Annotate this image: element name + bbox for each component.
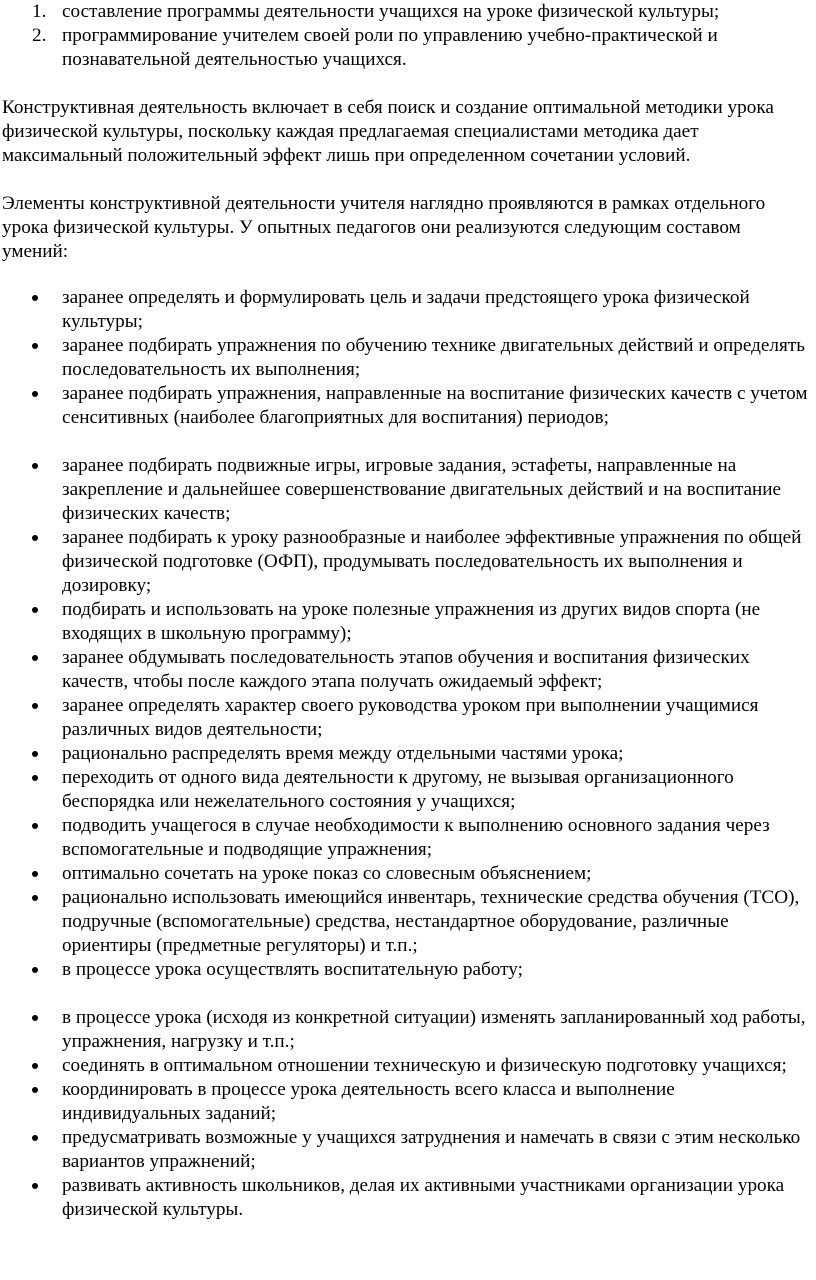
list-number: 2. — [32, 25, 47, 46]
list-item — [2, 742, 816, 766]
list-item — [2, 1054, 816, 1078]
numbered-item-text: составление программы деятельности учащихся на уроке физической культуры; — [62, 1, 720, 22]
blank-line — [2, 430, 816, 454]
list-item — [2, 334, 816, 382]
bullet-icon — [32, 1015, 38, 1021]
blank-line — [2, 72, 816, 96]
bullet-icon — [32, 895, 38, 901]
list-item-text: подводить учащегося в случае необходимости к выполнению основного задания через вспомогательные и подводящие упражнения; — [62, 815, 770, 860]
list-item-text: оптимально сочетать на уроке показ со словесным объяснением; — [62, 863, 592, 884]
list-item-text: заранее определять характер своего руководства уроком при выполнении учащимися различных видов деятельности; — [62, 695, 759, 740]
numbered-item — [2, 0, 816, 24]
bullet-icon — [32, 1135, 38, 1141]
bullet-icon — [32, 1063, 38, 1069]
list-item — [2, 814, 816, 862]
list-item-text: рационально использовать имеющийся инвентарь, технические средства обучения (ТСО), подручные (вспомогательные) средства, нестандартное оборудование, различные ориентиры (предметные регуляторы) и т.п.; — [62, 887, 800, 956]
list-item — [2, 862, 816, 886]
bullet-icon — [32, 607, 38, 613]
list-item-text: предусматривать возможные у учащихся затруднения и намечать в связи с этим несколько вариантов упражнений; — [62, 1127, 801, 1172]
list-item — [2, 766, 816, 814]
skills-bullet-list — [2, 286, 816, 1222]
bullet-icon — [32, 871, 38, 877]
list-item — [2, 694, 816, 742]
list-item-text: заранее подбирать к уроку разнообразные и наиболее эффективные упражнения по общей физической подготовке (ОФП), продумывать последовательность их выполнения и дозировку; — [62, 527, 802, 596]
bullet-icon — [32, 655, 38, 661]
list-item-text: заранее подбирать подвижные игры, игровые задания, эстафеты, направленные на закрепление и дальнейшее совершенствование двигательных действий и на воспитание физических качеств; — [62, 455, 782, 524]
list-item — [2, 286, 816, 334]
list-item-text: подбирать и использовать на уроке полезные упражнения из других видов спорта (не входящих в школьную программу); — [62, 599, 761, 644]
list-item — [2, 886, 816, 958]
list-item-text: рационально распределять время между отдельными частями урока; — [62, 743, 624, 764]
bullet-icon — [32, 751, 38, 757]
list-item-text: заранее определять и формулировать цель и задачи предстоящего урока физической культуры; — [62, 287, 750, 332]
list-item-text: в процессе урока (исходя из конкретной ситуации) изменять запланированный ход работы, упражнения, нагрузку и т.п.; — [62, 1007, 806, 1052]
bullet-icon — [32, 1183, 38, 1189]
list-item-text: в процессе урока осуществлять воспитательную работу; — [62, 959, 523, 980]
list-item — [2, 1078, 816, 1126]
list-item-text: развивать активность школьников, делая их активными участниками организации урока физической культуры. — [62, 1175, 785, 1220]
list-item — [2, 646, 816, 694]
list-number: 1. — [32, 1, 47, 22]
paragraph-skills-intro: Элементы конструктивной деятельности учителя наглядно проявляются в рамках отдельного урока физической культуры. У опытных педагогов они реализуются следующим составом умений: — [2, 193, 766, 262]
bullet-icon — [32, 775, 38, 781]
list-item — [2, 958, 816, 982]
numbered-list — [2, 0, 816, 72]
list-item-text: соединять в оптимальном отношении техническую и физическую подготовку учащихся; — [62, 1055, 787, 1076]
bullet-icon — [32, 1087, 38, 1093]
list-item — [2, 1006, 816, 1054]
blank-line — [2, 264, 816, 286]
bullet-icon — [32, 967, 38, 973]
blank-line — [2, 168, 816, 192]
bullet-icon — [32, 703, 38, 709]
blank-line — [2, 982, 816, 1006]
list-item-text: переходить от одного вида деятельности к другому, не вызывая организационного беспорядка или нежелательного состояния у учащихся; — [62, 767, 734, 812]
list-item-text: координировать в процессе урока деятельность всего класса и выполнение индивидуальных заданий; — [62, 1079, 675, 1124]
bullet-icon — [32, 535, 38, 541]
bullet-icon — [32, 823, 38, 829]
paragraph-constructive-activity: Конструктивная деятельность включает в себя поиск и создание оптимальной методики урока физической культуры, поскольку каждая предлагаемая специалистами методика дает максимальный положительный эффект лишь при определенном сочетании условий. — [2, 97, 774, 166]
list-item — [2, 598, 816, 646]
bullet-icon — [32, 391, 38, 397]
bullet-icon — [32, 295, 38, 301]
list-item-text: заранее обдумывать последовательность этапов обучения и воспитания физических качеств, чтобы после каждого этапа получать ожидаемый эффект; — [62, 647, 750, 692]
bullet-icon — [32, 343, 38, 349]
numbered-item — [2, 24, 816, 72]
list-item — [2, 1126, 816, 1174]
list-item — [2, 1174, 816, 1222]
list-item-text: заранее подбирать упражнения по обучению технике двигательных действий и определять последовательность их выполнения; — [62, 335, 805, 380]
list-item — [2, 382, 816, 430]
numbered-item-text: программирование учителем своей роли по управлению учебно-практической и познавательной деятельностью учащихся. — [62, 25, 718, 70]
list-item — [2, 526, 816, 598]
list-item-text: заранее подбирать упражнения, направленные на воспитание физических качеств с учетом сенситивных (наиболее благоприятных для воспитания) периодов; — [62, 383, 808, 428]
bullet-icon — [32, 463, 38, 469]
list-item — [2, 454, 816, 526]
